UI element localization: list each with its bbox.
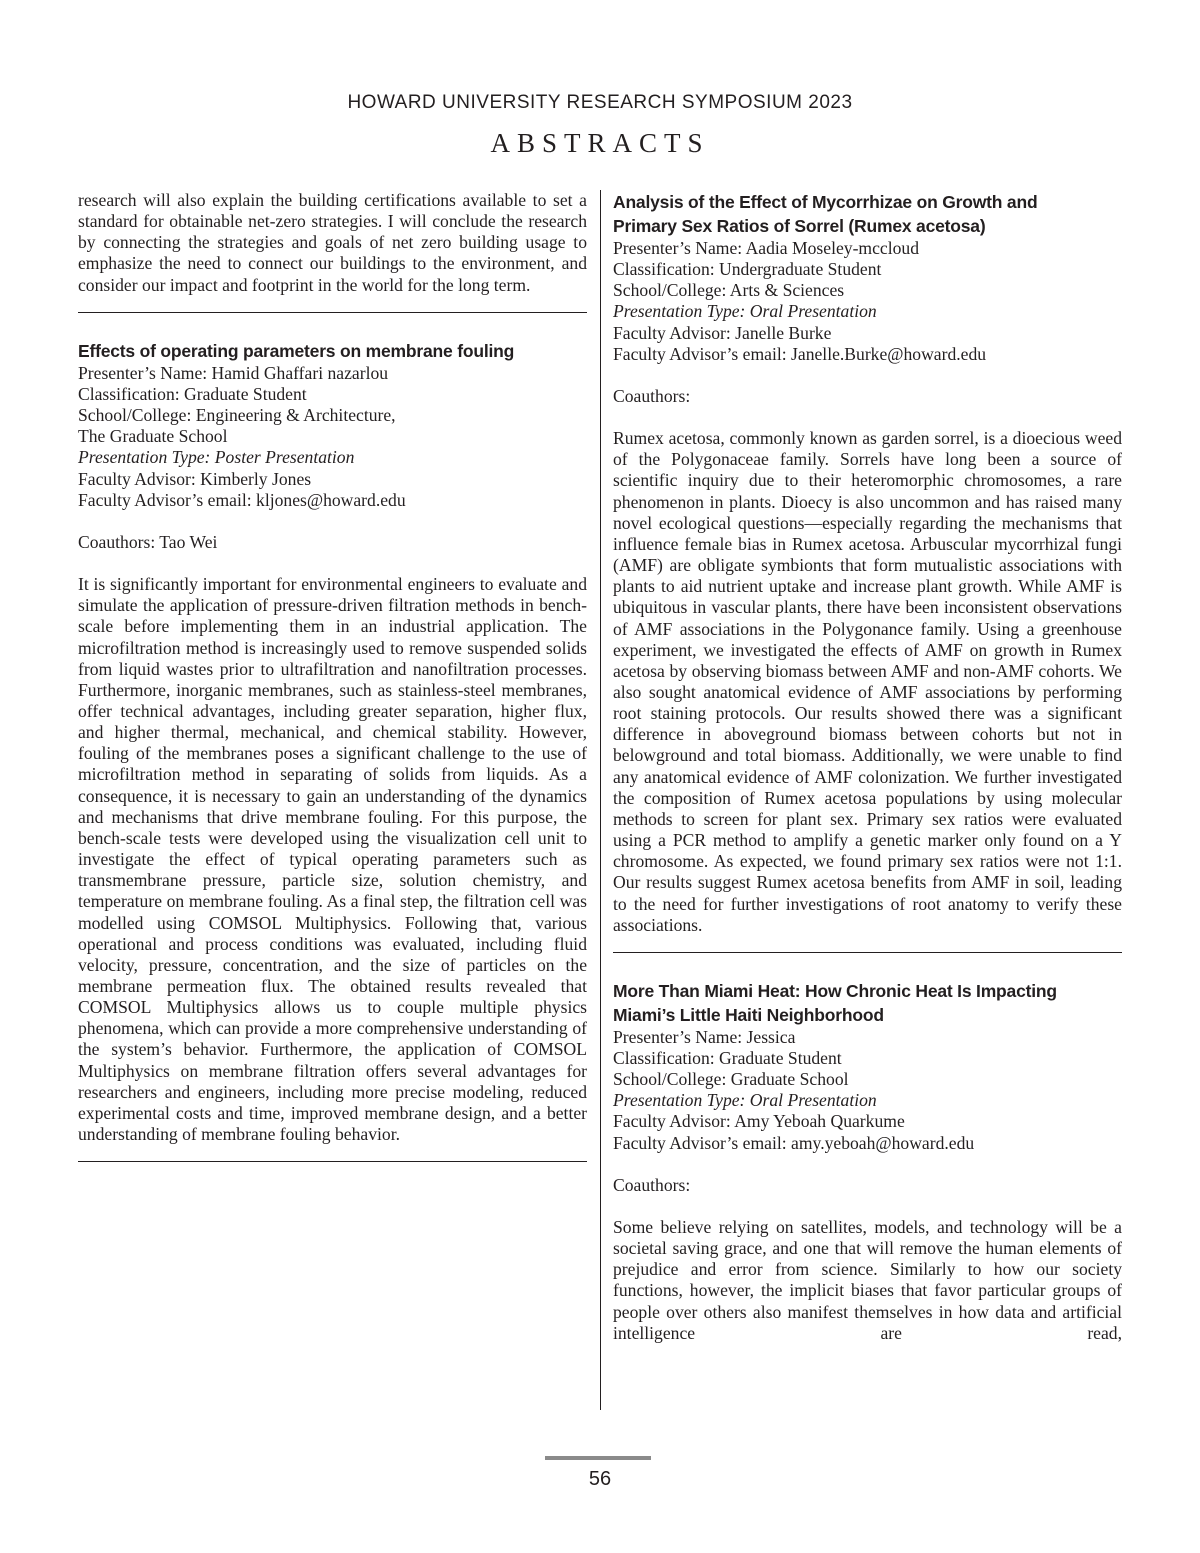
abstract-body: It is significantly important for environmental engineers to evaluate and simulate the application of pressure-driven filtration methods in bench-scale before implementing them in an industrial application. The microfiltration method is increasingly used to remove suspended solids from liquid wastes prior to ultrafiltration and nanofiltration processes. Furthermore, inorganic membranes, such as stainless-steel membranes, offer technical advantages, including greater separation, higher flux, and higher thermal, mechanical, and chemical stability. However, fouling of the membranes poses a significant challenge to the use of microfiltration method in separating of solids from liquids. As a consequence, it is necessary to gain an understanding of the dynamics and mechanisms that drive membrane fouling. For this purpose, the bench-scale tests were developed using the visualization cell unit to investigate the effect of typical operating parameters such as transmembrane pressure, particle size, solution chemistry, and temperature on membrane fouling. As a final step, the filtration cell was modelled using COMSOL Multiphysics. Following that, various operational and process conditions was evaluated, including fluid velocity, pressure, concentration, and the size of particles on the membrane permeation flux. The obtained results revealed that COMSOL Multiphysics allows us to couple multiple physics phenomena, which can provide a more comprehensive understanding of the system’s behavior. Furthermore, the application of COMSOL Multiphysics on membrane filtration offers several advantages for researchers and engineers, including more precise modeling, reduced experimental costs and time, improved membrane design, and a better understanding of membrane fouling behavior.	[78, 574, 587, 1145]
section-title: ABSTRACTS	[490, 128, 710, 158]
school-college-cont: The Graduate School	[78, 426, 228, 447]
abstract-mycorrhizae-sorrel	[613, 190, 1122, 936]
faculty-advisor-email: Faculty Advisor’s email: Janelle.Burke@howard.edu	[613, 343, 987, 364]
school-college: School/College: Graduate School	[613, 1069, 849, 1090]
abstract-title: Effects of operating parameters on membrane fouling	[78, 340, 515, 361]
abstract-meta	[613, 238, 1122, 365]
abstract-title-line: Primary Sex Ratios of Sorrel (Rumex acetosa)	[613, 216, 986, 236]
presenter-name: Presenter’s Name: Aadia Moseley-mccloud	[613, 238, 920, 258]
page-number: 56	[588, 1468, 612, 1490]
abstract-body: Rumex acetosa, commonly known as garden sorrel, is a dioecious weed of the Polygonaceae family. Sorrels have long been a source of scientific inquiry due to their heteromorphic chromosomes, a rare phenomenon in plants. Dioecy is also uncommon and has raised many novel ecological questions—especially regarding the mechanisms that influence female bias in Rumex acetosa. Arbuscular mycorrhizal fungi (AMF) are obligate symbionts that form mutualistic associations with plants to aid nutrient uptake and increase plant growth. While AMF is ubiquitous in vascular plants, there have been inconsistent observations of AMF associations in the Polygonance family. Using a greenhouse experiment, we investigated the effects of AMF on growth in Rumex acetosa by observing biomass between AMF and non-AMF cohorts. We also sought anatomical evidence of AMF associations by performing root staining protocols. Our results showed there was a significant difference in aboveground biomass between cohorts but not in belowground and total biomass. Additionally, we were unable to find any anatomical evidence of AMF colonization. We further investigated the composition of Rumex acetosa populations by using molecular methods to screen for plant sex. Primary sex ratios were evaluated using a PCR method to amplify a genetic marker only found on a Y chromosome. As expected, we found primary sex ratios were not 1:1. Our results suggest Rumex acetosa benefits from AMF in soil, leading to the need for further investigations of root anatomy to verify these associations.	[613, 428, 1122, 935]
presenter-name: Presenter’s Name: Jessica	[613, 1026, 796, 1047]
abstract-title-line: More Than Miami Heat: How Chronic Heat Is Impacting	[613, 980, 1057, 1001]
abstract-meta	[78, 363, 587, 511]
presentation-type: Presentation Type: Oral Presentation	[613, 301, 877, 322]
section-divider	[78, 312, 587, 313]
continued-abstract-text: research will also explain the building certifications available to set a standard for obtainable net-zero strategies. I will conclude the research by connecting the strategies and goals of net zero building usage to emphasize the need to connect our buildings to the environment, and consider our impact and footprint in the world for the long term.	[78, 190, 587, 295]
school-college: School/College: Arts & Sciences	[613, 280, 845, 301]
faculty-advisor: Faculty Advisor: Amy Yeboah Quarkume	[613, 1111, 905, 1132]
coauthors: Coauthors:	[613, 385, 691, 406]
coauthors: Coauthors:	[613, 1174, 691, 1195]
abstract-title-line: Analysis of the Effect of Mycorrhizae on Growth and	[613, 192, 1038, 212]
abstract-miami-heat	[613, 979, 1122, 1344]
faculty-advisor: Faculty Advisor: Kimberly Jones	[78, 468, 312, 489]
classification: Classification: Undergraduate Student	[613, 259, 882, 280]
coauthors: Coauthors: Tao Wei	[78, 531, 218, 552]
page-number-bar	[545, 1456, 651, 1460]
abstract-title	[613, 979, 1122, 1027]
presenter-name: Presenter’s Name: Hamid Ghaffari nazarlou	[78, 362, 389, 383]
right-column	[613, 190, 1122, 1344]
section-divider	[613, 952, 1122, 953]
section-divider	[78, 1161, 587, 1162]
school-college: School/College: Engineering & Architecture,	[78, 405, 396, 426]
classification: Classification: Graduate Student	[613, 1048, 842, 1068]
presentation-type: Presentation Type: Poster Presentation	[78, 447, 355, 468]
classification: Classification: Graduate Student	[78, 383, 307, 404]
presentation-type: Presentation Type: Oral Presentation	[613, 1090, 877, 1111]
symposium-header: HOWARD UNIVERSITY RESEARCH SYMPOSIUM 2023	[347, 92, 853, 113]
abstract-meta	[613, 1027, 1122, 1154]
abstract-membrane-fouling	[78, 339, 587, 1145]
faculty-advisor: Faculty Advisor: Janelle Burke	[613, 322, 832, 343]
abstract-body: Some believe relying on satellites, models, and technology will be a societal saving grace, and one that will remove the human elements of prejudice and error from science. Similarly to how our society functions, however, the implicit biases that favor particular groups of people over others also manifest themselves in how data and artificial intelligence are read,	[613, 1216, 1122, 1343]
left-column	[78, 190, 587, 1162]
column-divider	[600, 190, 601, 1410]
faculty-advisor-email: Faculty Advisor’s email: amy.yeboah@howard.edu	[613, 1132, 975, 1153]
abstract-title	[613, 190, 1122, 238]
faculty-advisor-email: Faculty Advisor’s email: kljones@howard.edu	[78, 489, 406, 510]
abstract-title-line: Miami’s Little Haiti Neighborhood	[613, 1004, 884, 1025]
